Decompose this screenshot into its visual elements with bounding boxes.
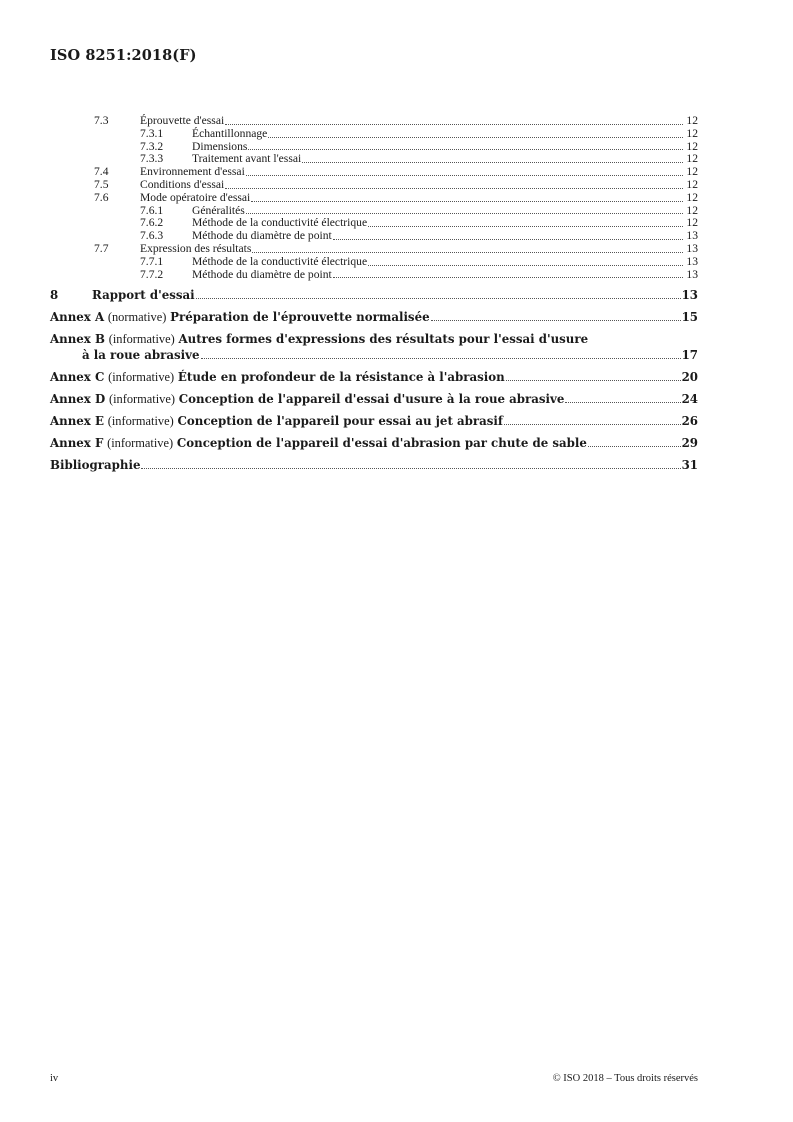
toc-entry-number: 7.7 [94,241,109,255]
toc-entry-page: 20 [681,370,698,385]
toc-entry[interactable] [50,128,698,141]
toc-entry-number: 7.7.1 [140,254,164,268]
toc-entry-label: Mode opératoire d'essai [140,190,251,204]
toc-entry-number: 7.3 [94,114,109,127]
annex-id: Annex F [50,436,104,451]
leader-dots [333,238,683,240]
leader-dots [504,423,681,425]
toc-annex-entry[interactable] [50,309,698,325]
toc-entry-label: Échantillonnage [192,126,268,140]
toc-entry-label: Méthode de la conductivité électrique [192,216,368,230]
annex-id: Annex E [50,414,104,429]
toc-entry-label: Expression des résultats [140,241,252,255]
annex-title: Étude en profondeur de la résistance à l'abrasion [177,370,505,385]
toc-annex-entry[interactable] [50,391,698,407]
leader-dots [248,148,683,150]
toc-entry-page: 12 [686,165,698,179]
toc-entry-page: 12 [686,152,698,166]
annex-kind: (informative) [108,392,175,407]
toc-entry-page: 12 [686,216,698,230]
toc-entry-page: 13 [686,254,698,268]
toc-entry-label: Conditions d'essai [140,177,225,191]
leader-dots [225,187,683,189]
annex-title-continued: à la roue abrasive [82,348,200,363]
toc-entry-number: 7.3.1 [140,126,164,140]
leader-dots [431,319,681,321]
toc-annex-entry[interactable] [50,413,698,429]
leader-dots [368,225,683,227]
toc-entry-page: 13 [686,241,698,255]
toc-entry-section-8[interactable] [50,287,698,303]
toc-annex-entry[interactable] [50,435,698,451]
toc-entry-label: Méthode du diamètre de point [192,267,332,281]
toc-entry-page: 12 [686,190,698,204]
toc-entry-number: 7.4 [94,165,109,179]
toc-entry-page: 12 [686,114,698,127]
annex-id: Annex C [50,370,105,385]
toc-entry-label: Environnement d'essai [140,165,245,179]
annex-title: Conception de l'appareil d'essai d'abrasion par chute de sable [176,436,587,451]
toc-subsection-list [50,115,698,281]
toc-entry[interactable] [50,256,698,269]
toc-entry-page: 13 [686,229,698,243]
toc-entry-number: 7.3.2 [140,139,164,153]
toc-entry-bibliography[interactable] [50,457,698,473]
toc-entry-page: 29 [681,436,698,451]
toc-entry-page: 12 [686,139,698,153]
annex-kind: (informative) [108,370,175,385]
leader-dots [588,445,681,447]
table-of-contents [50,115,698,473]
leader-dots [565,401,680,403]
leader-dots [246,212,683,214]
leader-dots [196,297,681,299]
toc-entry-label: Éprouvette d'essai [140,114,225,127]
annex-kind: (informative) [107,436,174,451]
toc-entry-label: Méthode de la conductivité électrique [192,254,368,268]
toc-entry-number: 7.3.3 [140,152,164,166]
leader-dots [201,357,681,359]
toc-entry-page: 12 [686,126,698,140]
leader-dots [368,264,683,266]
annex-id: Annex B [50,332,105,347]
leader-dots [333,276,683,278]
toc-entry-page: 17 [681,348,698,363]
toc-annex-list [50,309,698,451]
toc-entry-label: Rapport d'essai [92,288,195,303]
toc-entry-label: Traitement avant l'essai [192,152,302,166]
leader-dots [225,123,683,125]
copyright-notice: © ISO 2018 – Tous droits réservés [552,1073,698,1084]
annex-title: Autres formes d'expressions des résultats pour l'essai d'usure [178,332,589,347]
leader-dots [506,379,681,381]
toc-entry-label: Dimensions [192,139,248,153]
annex-id: Annex D [50,392,106,407]
toc-entry[interactable] [50,115,698,128]
toc-entry-number: 7.5 [94,177,109,191]
toc-entry-page: 15 [681,310,698,325]
toc-entry-number: 7.6 [94,190,109,204]
leader-dots [252,251,683,253]
annex-kind: (informative) [107,414,174,429]
toc-entry-label: Bibliographie [50,458,141,473]
leader-dots [302,161,683,163]
toc-entry-page: 24 [681,392,698,407]
toc-entry-number: 7.6.2 [140,216,164,230]
toc-entry-page: 13 [686,267,698,281]
toc-entry-number: 8 [50,288,59,303]
leader-dots [251,200,683,202]
leader-dots [141,467,680,469]
toc-annex-entry[interactable] [50,369,698,385]
annex-kind: (normative) [107,310,167,325]
toc-entry-page: 13 [681,288,698,303]
annex-title: Préparation de l'éprouvette normalisée [170,310,430,325]
toc-entry-label: Méthode du diamètre de point [192,229,332,243]
annex-kind: (informative) [108,332,175,347]
toc-entry[interactable] [50,269,698,282]
toc-entry-label: Généralités [192,203,245,217]
annex-id: Annex A [50,310,105,325]
toc-entry-number: 7.7.2 [140,267,164,281]
toc-entry-number: 7.6.3 [140,229,164,243]
leader-dots [268,136,683,138]
annex-title: Conception de l'appareil d'essai d'usure à la roue abrasive [178,392,565,407]
toc-entry-page: 31 [681,458,698,473]
toc-entry[interactable] [50,192,698,205]
annex-title: Conception de l'appareil pour essai au jet abrasif [177,414,503,429]
toc-entry[interactable] [50,179,698,192]
toc-entry-page: 26 [681,414,698,429]
page-number: iv [50,1073,59,1084]
toc-entry-page: 12 [686,177,698,191]
toc-annex-entry[interactable] [50,331,698,363]
toc-entry[interactable] [50,243,698,256]
toc-entry-number: 7.6.1 [140,203,164,217]
toc-entry-page: 12 [686,203,698,217]
leader-dots [246,174,683,176]
document-id: ISO 8251:2018(F) [50,47,197,64]
